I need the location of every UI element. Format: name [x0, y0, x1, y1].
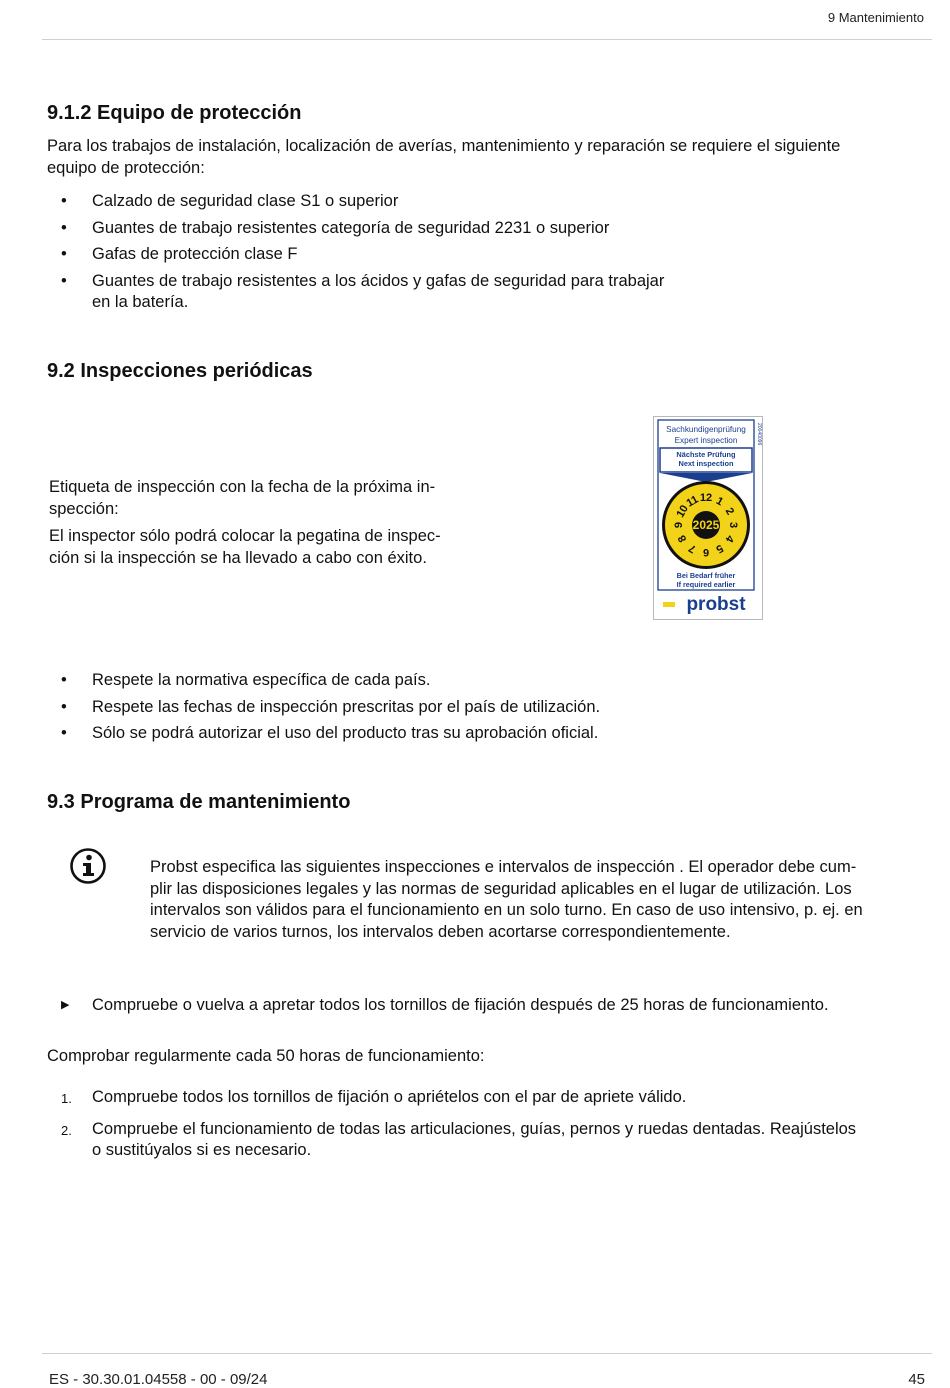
- bullet-icon: •: [61, 271, 67, 290]
- step-number: 1.: [61, 1091, 72, 1106]
- sticker-month-9: 9: [673, 521, 685, 529]
- intro-paragraph: [47, 136, 840, 179]
- list-item-text: Respete la normativa específica de cada país.: [92, 671, 431, 689]
- list-item-text: Sólo se podrá autorizar el uso del producto tras su aprobación oficial.: [92, 724, 599, 742]
- list-item-text: Guantes de trabajo resistentes a los ácidos y gafas de seguridad para trabajar: [92, 271, 665, 290]
- list-item: [47, 1119, 856, 1162]
- list-item: [47, 723, 600, 745]
- section-title-93: 9.3 Programa de mantenimiento: [47, 791, 351, 813]
- sticker-month-11: 11: [684, 493, 701, 510]
- bullet-icon: •: [61, 192, 67, 210]
- sticker-bottom-en: If required earlier: [676, 580, 736, 589]
- inspection-sticker-image: [653, 416, 763, 620]
- bullet-icon: •: [61, 218, 67, 237]
- sticker-month-12: 12: [699, 492, 713, 504]
- sticker-month-7: 7: [686, 541, 699, 556]
- text-line: servicio de varios turnos, los intervalos deben acortarse correspondientemente.: [150, 922, 731, 941]
- text-line: spección:: [49, 499, 119, 518]
- probst-logo: probst: [686, 594, 746, 615]
- bullet-icon: •: [61, 697, 67, 716]
- list-item-text: Respete las fechas de inspección prescritas por el país de utilización.: [92, 697, 601, 716]
- list-item: [47, 271, 664, 314]
- list-item: [47, 244, 664, 266]
- footer-rule: [42, 1353, 932, 1354]
- regulation-list: [47, 670, 600, 750]
- step-number: 2.: [61, 1122, 72, 1138]
- bullet-icon: •: [61, 724, 67, 742]
- sticker-code: 20040096: [756, 423, 762, 446]
- sticker-top-line2: Expert inspection: [674, 436, 738, 445]
- sticker-month-3: 3: [727, 521, 739, 529]
- list-item-text: en la batería.: [92, 293, 189, 311]
- regular-check-text: Comprobar regularmente cada 50 horas de funcionamiento:: [47, 1047, 485, 1065]
- sticker-month-2: 2: [722, 505, 737, 518]
- header-rule: [42, 39, 932, 40]
- bullet-icon: •: [61, 671, 67, 689]
- section-title-92: 9.2 Inspecciones periódicas: [47, 360, 313, 382]
- triangle-right-icon: ▶: [61, 999, 70, 1011]
- text-line: Etiqueta de inspección con la fecha de la próxima in-: [49, 478, 436, 496]
- list-item: [47, 670, 600, 692]
- text-line: El inspector sólo podrá colocar la pegatina de inspec-: [49, 527, 441, 545]
- page-number: 45: [908, 1371, 925, 1388]
- section-title-912: 9.1.2 Equipo de protección: [47, 102, 302, 124]
- label-description: [49, 477, 441, 569]
- steps-list: [47, 1087, 856, 1167]
- text-line: plir las disposiciones legales y las normas de seguridad aplicables en el lugar de utilización. Los: [150, 879, 852, 898]
- info-note: [150, 857, 863, 943]
- list-item: [47, 1087, 856, 1109]
- sticker-month-4: 4: [722, 532, 737, 545]
- sticker-month-5: 5: [713, 541, 726, 556]
- sticker-year: 2025: [692, 518, 720, 532]
- list-item-text: Gafas de protección clase F: [92, 245, 298, 263]
- list-item: [47, 697, 600, 719]
- list-item-text: Calzado de seguridad clase S1 o superior: [92, 192, 399, 210]
- text-line: ción si la inspección se ha llevado a cabo con éxito.: [49, 548, 427, 567]
- list-item: [47, 218, 664, 240]
- sticker-month-10: 10: [674, 503, 691, 520]
- running-header: 9 Mantenimiento: [827, 10, 924, 25]
- protection-list: [47, 191, 664, 319]
- bullet-icon: •: [61, 245, 67, 263]
- list-item: [47, 995, 829, 1017]
- info-icon: [69, 847, 107, 885]
- list-item-text: Compruebe el funcionamiento de todas las articulaciones, guías, pernos y ruedas dentadas. Reajústelos: [92, 1119, 857, 1138]
- list-item-text: Compruebe o vuelva a apretar todos los tornillos de fijación después de 25 horas de funcionamiento.: [92, 996, 829, 1014]
- sticker-bottom-de: Bei Bedarf früher: [676, 571, 736, 580]
- sticker-month-6: 6: [702, 546, 710, 558]
- text-line: Probst especifica las siguientes inspecciones e intervalos de inspección . El operador debe cum-: [150, 858, 857, 876]
- list-item: [47, 191, 664, 213]
- footer-doc-id: ES - 30.30.01.04558 - 00 - 09/24: [49, 1371, 268, 1388]
- sticker-next-en: Next inspection: [678, 459, 734, 468]
- list-item-text: Compruebe todos los tornillos de fijación o apriételos con el par de apriete válido.: [92, 1088, 687, 1106]
- sticker-top-line1: Sachkundigenprüfung: [666, 425, 746, 434]
- sticker-month-1: 1: [713, 494, 726, 509]
- list-item-text: Guantes de trabajo resistentes categoría de seguridad 2231 o superior: [92, 218, 610, 237]
- intro-line: equipo de protección:: [47, 158, 205, 177]
- sticker-next-de: Nächste Prüfung: [676, 450, 736, 459]
- list-item-text: o sustitúyalos si es necesario.: [92, 1141, 312, 1159]
- text-line: intervalos son válidos para el funcionamiento en un solo turno. En caso de uso intensivo, p. ej. en: [150, 901, 863, 919]
- probst-logo-mark-icon: [663, 602, 675, 607]
- action-list: [47, 995, 829, 1022]
- intro-line: Para los trabajos de instalación, localización de averías, mantenimiento y reparación se requiere el siguiente: [47, 137, 841, 155]
- sticker-month-8: 8: [675, 532, 690, 545]
